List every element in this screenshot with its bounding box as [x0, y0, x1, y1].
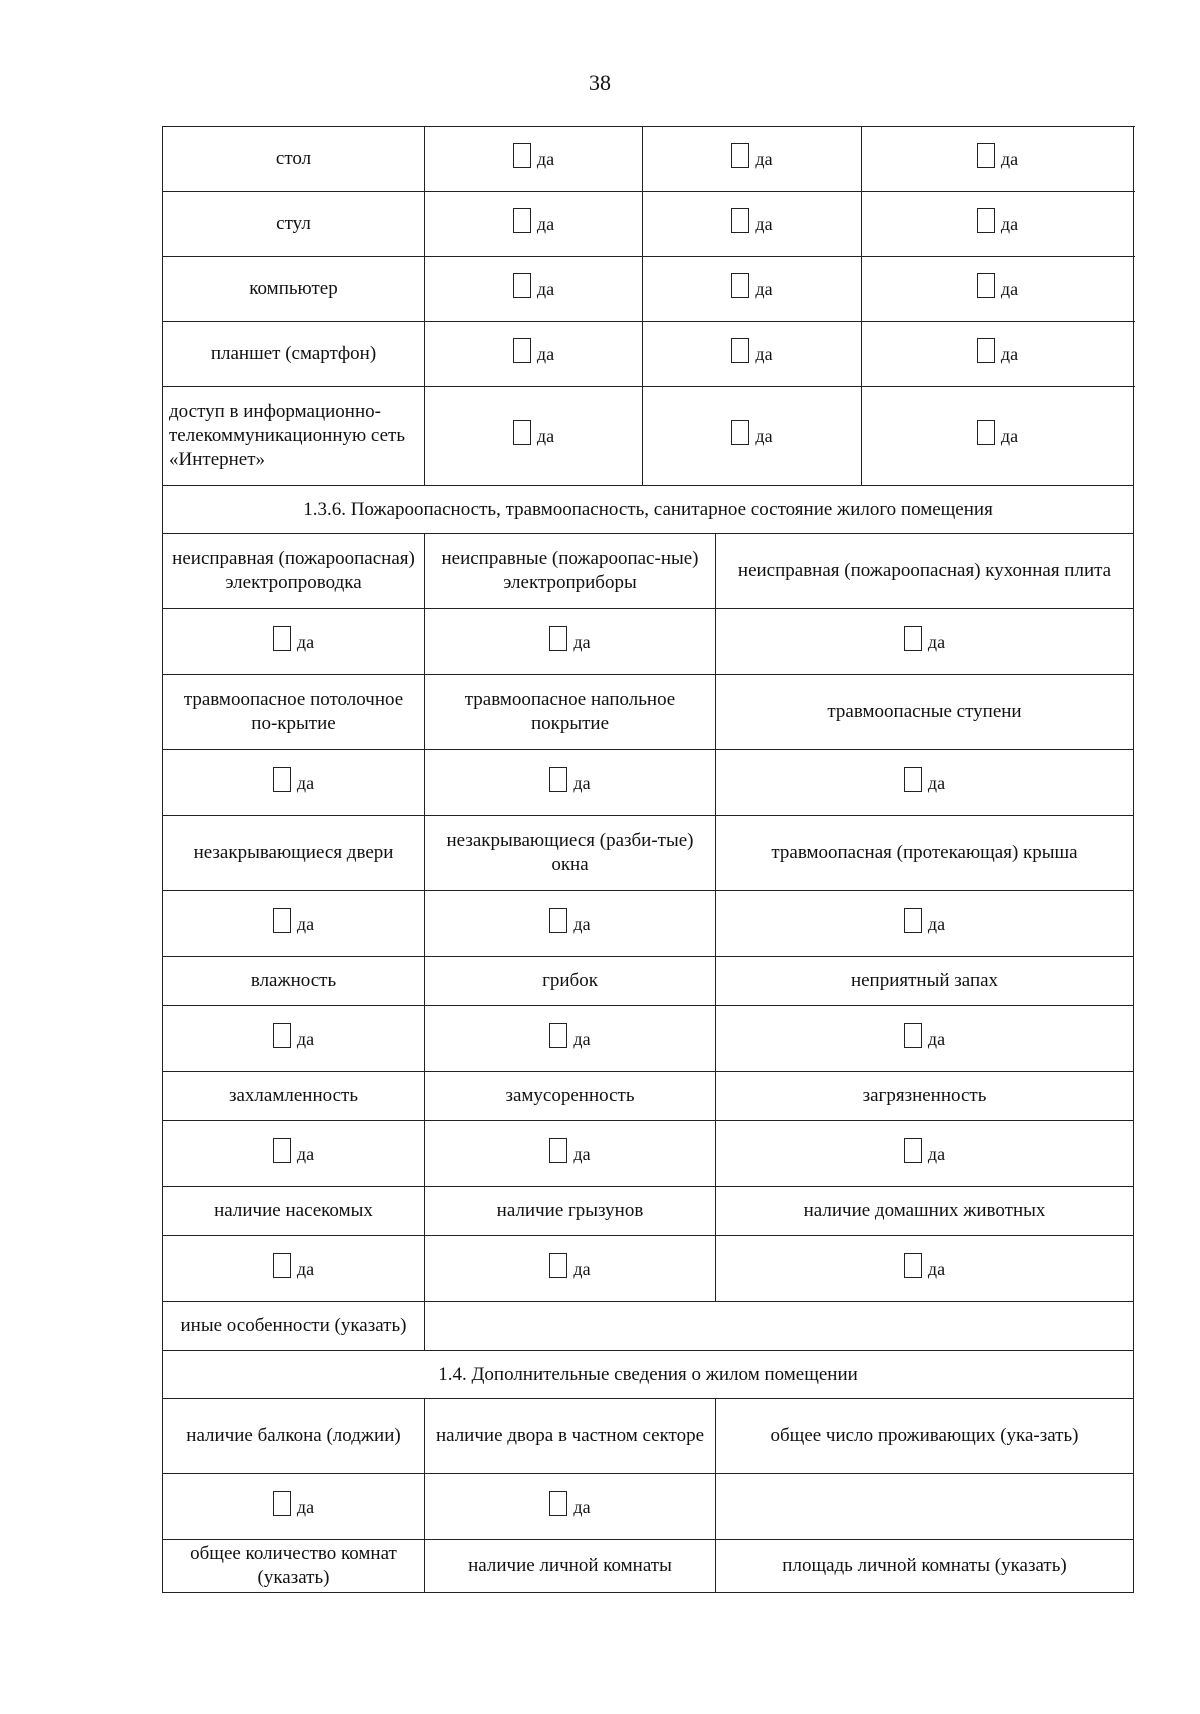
- checkbox-square[interactable]: [273, 767, 291, 792]
- equipment-label: доступ в информационно-телекоммуникационную сеть «Интернет»: [163, 387, 425, 486]
- criteria-checkbox[interactable]: [549, 1138, 590, 1163]
- checkbox-square[interactable]: [513, 143, 531, 168]
- checkbox-square[interactable]: [549, 767, 567, 792]
- equipment-option-cell: [643, 192, 862, 257]
- checkbox-label: да: [927, 772, 946, 793]
- criteria-checkbox-cell: [425, 1236, 716, 1302]
- checkbox-square[interactable]: [977, 208, 995, 233]
- criteria-checkbox-cell: [163, 750, 425, 816]
- criteria-checkbox-cell: [425, 750, 716, 816]
- housing-survey-table: [162, 126, 1134, 1593]
- checkbox-square[interactable]: [731, 420, 749, 445]
- criteria-checkbox-cell: [163, 891, 425, 957]
- checkbox-square[interactable]: [513, 208, 531, 233]
- checkbox-label: да: [536, 149, 555, 170]
- checkbox-square[interactable]: [977, 338, 995, 363]
- criteria-label: грибок: [425, 957, 716, 1006]
- checkbox-square[interactable]: [273, 626, 291, 651]
- checkbox-square[interactable]: [904, 1023, 922, 1048]
- additional-label-row: [163, 1399, 1134, 1474]
- other-features-input[interactable]: [425, 1302, 1134, 1351]
- checkbox-square[interactable]: [273, 1023, 291, 1048]
- criteria-checkbox[interactable]: [549, 767, 590, 792]
- criteria-checkbox-cell: [716, 1006, 1134, 1072]
- equipment-checkbox[interactable]: [731, 208, 772, 233]
- criteria-checkbox-row: [163, 1006, 1134, 1072]
- criteria-label: наличие насекомых: [163, 1187, 425, 1236]
- equipment-row: [163, 257, 1134, 322]
- criteria-checkbox[interactable]: [904, 626, 945, 651]
- equipment-option-cell: [643, 127, 862, 192]
- checkbox-label: да: [927, 1028, 946, 1049]
- checkbox-label: да: [573, 1496, 591, 1517]
- criteria-checkbox[interactable]: [549, 1023, 590, 1048]
- checkbox-label: да: [296, 631, 315, 652]
- checkbox-label: да: [296, 913, 315, 934]
- criteria-checkbox-cell: [163, 1236, 425, 1302]
- criteria-checkbox-cell: [163, 1006, 425, 1072]
- criteria-checkbox-cell: [716, 891, 1134, 957]
- checkbox-label: да: [927, 1143, 946, 1164]
- criteria-checkbox[interactable]: [273, 1253, 314, 1278]
- checkbox-label: да: [927, 913, 946, 934]
- checkbox-label: да: [1000, 279, 1019, 300]
- checkbox-square[interactable]: [731, 143, 749, 168]
- checkbox-label: да: [296, 1143, 315, 1164]
- criteria-checkbox[interactable]: [549, 908, 590, 933]
- criteria-label: неисправные (пожароопас-ные) электроприборы: [425, 534, 716, 609]
- criteria-label: замусоренность: [425, 1072, 716, 1121]
- section-title-136: 1.3.6. Пожароопасность, травмоопасность, санитарное состояние жилого помещения: [163, 486, 1134, 534]
- equipment-checkbox[interactable]: [977, 420, 1018, 445]
- criteria-label-row: [163, 1072, 1134, 1121]
- equipment-row: [163, 387, 1134, 486]
- equipment-label: стол: [163, 127, 425, 192]
- criteria-checkbox-cell: [716, 1236, 1134, 1302]
- equipment-option-cell: [643, 257, 862, 322]
- criteria-label-row: [163, 1187, 1134, 1236]
- checkbox-label: да: [536, 214, 555, 235]
- equipment-checkbox[interactable]: [977, 208, 1018, 233]
- checkbox-square[interactable]: [904, 1253, 922, 1278]
- equipment-option-cell: [862, 387, 1134, 486]
- criteria-label-row: [163, 534, 1134, 609]
- checkbox-square[interactable]: [513, 420, 531, 445]
- checkbox-label: да: [296, 772, 315, 793]
- criteria-label: травмоопасная (протекающая) крыша: [716, 816, 1134, 891]
- criteria-checkbox-row: [163, 1236, 1134, 1302]
- checkbox-square[interactable]: [731, 338, 749, 363]
- checkbox-label: да: [755, 426, 773, 447]
- checkbox-label: да: [1000, 214, 1019, 235]
- criteria-checkbox-row: [163, 609, 1134, 675]
- criteria-label: наличие грызунов: [425, 1187, 716, 1236]
- additional-label: наличие балкона (лоджии): [163, 1399, 425, 1474]
- criteria-label-row: [163, 675, 1134, 750]
- checkbox-label: да: [755, 344, 773, 365]
- criteria-checkbox-cell: [425, 1006, 716, 1072]
- equipment-option-cell: [643, 387, 862, 486]
- residents-count-input[interactable]: [716, 1474, 1134, 1540]
- criteria-label-row: [163, 816, 1134, 891]
- checkbox-label: да: [927, 1258, 946, 1279]
- equipment-checkbox[interactable]: [731, 143, 772, 168]
- criteria-label: неприятный запах: [716, 957, 1134, 1006]
- equipment-row: [163, 192, 1134, 257]
- other-features-row: [163, 1302, 1134, 1351]
- criteria-label: травмоопасное напольное покрытие: [425, 675, 716, 750]
- checkbox-label: да: [927, 631, 946, 652]
- checkbox-square[interactable]: [273, 1491, 291, 1516]
- equipment-option-cell: [643, 322, 862, 387]
- criteria-checkbox[interactable]: [273, 1023, 314, 1048]
- equipment-row: [163, 322, 1134, 387]
- equipment-checkbox[interactable]: [977, 338, 1018, 363]
- equipment-label: компьютер: [163, 257, 425, 322]
- section-heading-row: [163, 1351, 1134, 1399]
- criteria-checkbox[interactable]: [549, 626, 590, 651]
- checkbox-label: да: [755, 214, 773, 235]
- equipment-checkbox[interactable]: [731, 420, 772, 445]
- checkbox-square[interactable]: [273, 1138, 291, 1163]
- checkbox-label: да: [296, 1496, 315, 1517]
- criteria-checkbox-cell: [425, 609, 716, 675]
- additional-label: наличие личной комнаты: [425, 1540, 716, 1593]
- criteria-label: захламленность: [163, 1072, 425, 1121]
- equipment-option-cell: [862, 192, 1134, 257]
- criteria-label: травмоопасные ступени: [716, 675, 1134, 750]
- checkbox-label: да: [296, 1028, 315, 1049]
- equipment-label: планшет (смартфон): [163, 322, 425, 387]
- criteria-checkbox-cell: [716, 609, 1134, 675]
- criteria-checkbox[interactable]: [273, 908, 314, 933]
- criteria-checkbox[interactable]: [904, 767, 945, 792]
- checkbox-square[interactable]: [904, 626, 922, 651]
- criteria-label: наличие домашних животных: [716, 1187, 1134, 1236]
- section-title-14: 1.4. Дополнительные сведения о жилом помещении: [163, 1351, 1134, 1399]
- checkbox-square[interactable]: [549, 1253, 567, 1278]
- criteria-label: травмоопасное потолочное по-крытие: [163, 675, 425, 750]
- checkbox-label: да: [573, 1143, 591, 1164]
- checkbox-label: да: [536, 279, 555, 300]
- equipment-checkbox[interactable]: [977, 273, 1018, 298]
- equipment-option-cell: [425, 322, 643, 387]
- additional-label: общее число проживающих (ука-зать): [716, 1399, 1134, 1474]
- checkbox-square[interactable]: [904, 767, 922, 792]
- criteria-label: неисправная (пожароопасная) электропроводка: [163, 534, 425, 609]
- checkbox-square[interactable]: [977, 143, 995, 168]
- equipment-checkbox[interactable]: [513, 338, 554, 363]
- equipment-option-cell: [425, 127, 643, 192]
- criteria-label: загрязненность: [716, 1072, 1134, 1121]
- criteria-checkbox-cell: [163, 609, 425, 675]
- equipment-row: [163, 127, 1134, 192]
- checkbox-square[interactable]: [977, 420, 995, 445]
- yard-checkbox-cell: [425, 1474, 716, 1540]
- criteria-checkbox[interactable]: [273, 626, 314, 651]
- other-features-label: иные особенности (указать): [163, 1302, 425, 1351]
- equipment-checkbox[interactable]: [977, 143, 1018, 168]
- criteria-checkbox[interactable]: [904, 1023, 945, 1048]
- checkbox-square[interactable]: [731, 273, 749, 298]
- criteria-checkbox[interactable]: [273, 767, 314, 792]
- equipment-checkbox[interactable]: [513, 273, 554, 298]
- criteria-label: незакрывающиеся (разби-тые) окна: [425, 816, 716, 891]
- criteria-checkbox-cell: [425, 1121, 716, 1187]
- checkbox-square[interactable]: [513, 338, 531, 363]
- checkbox-square[interactable]: [904, 908, 922, 933]
- checkbox-square[interactable]: [549, 1138, 567, 1163]
- criteria-checkbox[interactable]: [904, 1138, 945, 1163]
- criteria-label-row: [163, 957, 1134, 1006]
- checkbox-square[interactable]: [731, 208, 749, 233]
- checkbox-label: да: [573, 772, 591, 793]
- equipment-checkbox[interactable]: [731, 273, 772, 298]
- criteria-checkbox-row: [163, 891, 1134, 957]
- criteria-checkbox-cell: [716, 1121, 1134, 1187]
- equipment-checkbox[interactable]: [513, 420, 554, 445]
- checkbox-square[interactable]: [977, 273, 995, 298]
- criteria-checkbox[interactable]: [904, 1253, 945, 1278]
- section-heading-row: [163, 486, 1134, 534]
- checkbox-label: да: [536, 426, 555, 447]
- criteria-checkbox-cell: [163, 1121, 425, 1187]
- equipment-option-cell: [425, 387, 643, 486]
- checkbox-label: да: [573, 913, 591, 934]
- checkbox-square[interactable]: [273, 1253, 291, 1278]
- additional-checkbox-row: [163, 1474, 1134, 1540]
- checkbox-label: да: [1000, 149, 1019, 170]
- criteria-checkbox-cell: [716, 750, 1134, 816]
- checkbox-label: да: [536, 344, 555, 365]
- criteria-checkbox-row: [163, 1121, 1134, 1187]
- criteria-label: влажность: [163, 957, 425, 1006]
- equipment-option-cell: [425, 192, 643, 257]
- equipment-option-cell: [862, 257, 1134, 322]
- additional-label-row-2: [163, 1540, 1134, 1593]
- checkbox-label: да: [573, 631, 591, 652]
- equipment-checkbox[interactable]: [513, 143, 554, 168]
- checkbox-label: да: [573, 1028, 591, 1049]
- criteria-checkbox[interactable]: [549, 1253, 590, 1278]
- equipment-option-cell: [862, 322, 1134, 387]
- checkbox-square[interactable]: [549, 1023, 567, 1048]
- criteria-checkbox-row: [163, 750, 1134, 816]
- equipment-option-cell: [425, 257, 643, 322]
- checkbox-square[interactable]: [549, 908, 567, 933]
- yard-checkbox[interactable]: [549, 1491, 590, 1516]
- balcony-checkbox-cell: [163, 1474, 425, 1540]
- checkbox-label: да: [573, 1258, 591, 1279]
- equipment-label: стул: [163, 192, 425, 257]
- checkbox-square[interactable]: [549, 626, 567, 651]
- additional-label: наличие двора в частном секторе: [425, 1399, 716, 1474]
- checkbox-square[interactable]: [513, 273, 531, 298]
- equipment-option-cell: [862, 127, 1134, 192]
- checkbox-label: да: [755, 149, 773, 170]
- criteria-label: неисправная (пожароопасная) кухонная плита: [716, 534, 1134, 609]
- criteria-checkbox[interactable]: [904, 908, 945, 933]
- additional-label: общее количество комнат (указать): [163, 1540, 425, 1593]
- criteria-checkbox[interactable]: [273, 1138, 314, 1163]
- balcony-checkbox[interactable]: [273, 1491, 314, 1516]
- checkbox-square[interactable]: [904, 1138, 922, 1163]
- checkbox-square[interactable]: [273, 908, 291, 933]
- additional-label: площадь личной комнаты (указать): [716, 1540, 1134, 1593]
- checkbox-label: да: [755, 279, 773, 300]
- checkbox-label: да: [1000, 426, 1019, 447]
- criteria-checkbox-cell: [425, 891, 716, 957]
- checkbox-label: да: [296, 1258, 315, 1279]
- checkbox-square[interactable]: [549, 1491, 567, 1516]
- page-number: 38: [589, 70, 611, 95]
- criteria-label: незакрывающиеся двери: [163, 816, 425, 891]
- equipment-checkbox[interactable]: [513, 208, 554, 233]
- equipment-checkbox[interactable]: [731, 338, 772, 363]
- checkbox-label: да: [1000, 344, 1019, 365]
